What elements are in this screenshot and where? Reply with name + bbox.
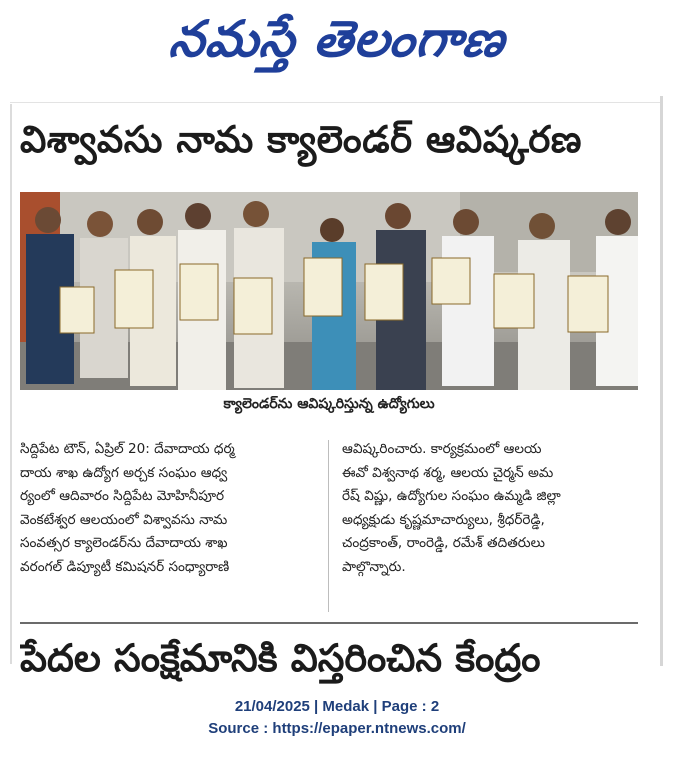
body-line: వరంగల్ డిప్యూటీ కమిషనర్ సంధ్యారాణి [20, 558, 230, 575]
article-body-left-column [20, 438, 320, 579]
column-divider [328, 440, 329, 612]
page-edge [10, 104, 12, 664]
body-line: ఈవో విశ్వనాథ శర్మ, ఆలయ చైర్మన్ అమ [342, 464, 554, 481]
body-line: ర్యంలో ఆదివారం సిద్దిపేట మోహినీపూర [20, 488, 225, 504]
newspaper-logo: నమస్తే తెలంగాణ [166, 10, 509, 68]
body-line: చంద్రకాంత్, రాంరెడ్డి, రమేశ్ తదితరులు [342, 535, 545, 551]
page-edge [660, 96, 663, 666]
body-line: రేష్ విష్ణు, ఉద్యోగుల సంఘం ఉమ్మడి జిల్లా [342, 488, 561, 504]
news-photo [20, 192, 638, 390]
masthead [0, 0, 674, 96]
photo-caption: క్యాలెండర్‌ను ఆవిష్కరిస్తున్న ఉద్యోగులు [223, 396, 435, 412]
source-line: Source : https://epaper.ntnews.com/ [208, 720, 466, 737]
body-line: వెంకటేశ్వర ఆలయంలో విశ్వావసు నామ [20, 511, 228, 528]
body-line: అధ్యక్షుడు కృష్ణమాచార్యులు, శ్రీధర్‌రెడ్డి, [342, 511, 545, 528]
body-line: ఆవిష్కరించారు. కార్యక్రమంలో ఆలయ [342, 441, 542, 457]
body-line: పాల్గొన్నారు. [342, 558, 406, 575]
article-body-right-column [342, 438, 638, 579]
source-footer [0, 696, 674, 740]
body-line: సంవత్సర క్యాలెండర్‌ను దేవాదాయ శాఖ [20, 535, 228, 551]
next-article-headline: పేదల సంక్షేమానికి విస్తరించిన కేంద్రం [20, 636, 541, 680]
body-line: దాయ శాఖ ఉద్యోగ అర్చక సంఘం ఆధ్వ [20, 464, 228, 481]
article-headline: విశ్వావసు నామ క్యాలెండర్ ఆవిష్కరణ [20, 118, 582, 161]
group-photo-illustration [20, 192, 638, 390]
edition-line: 21/04/2025 | Medak | Page : 2 [234, 698, 440, 715]
body-line: సిద్దిపేట టౌన్, ఏప్రిల్ 20: దేవాదాయ ధర్మ [20, 441, 235, 457]
page-edge [10, 102, 660, 103]
section-rule [20, 622, 638, 624]
